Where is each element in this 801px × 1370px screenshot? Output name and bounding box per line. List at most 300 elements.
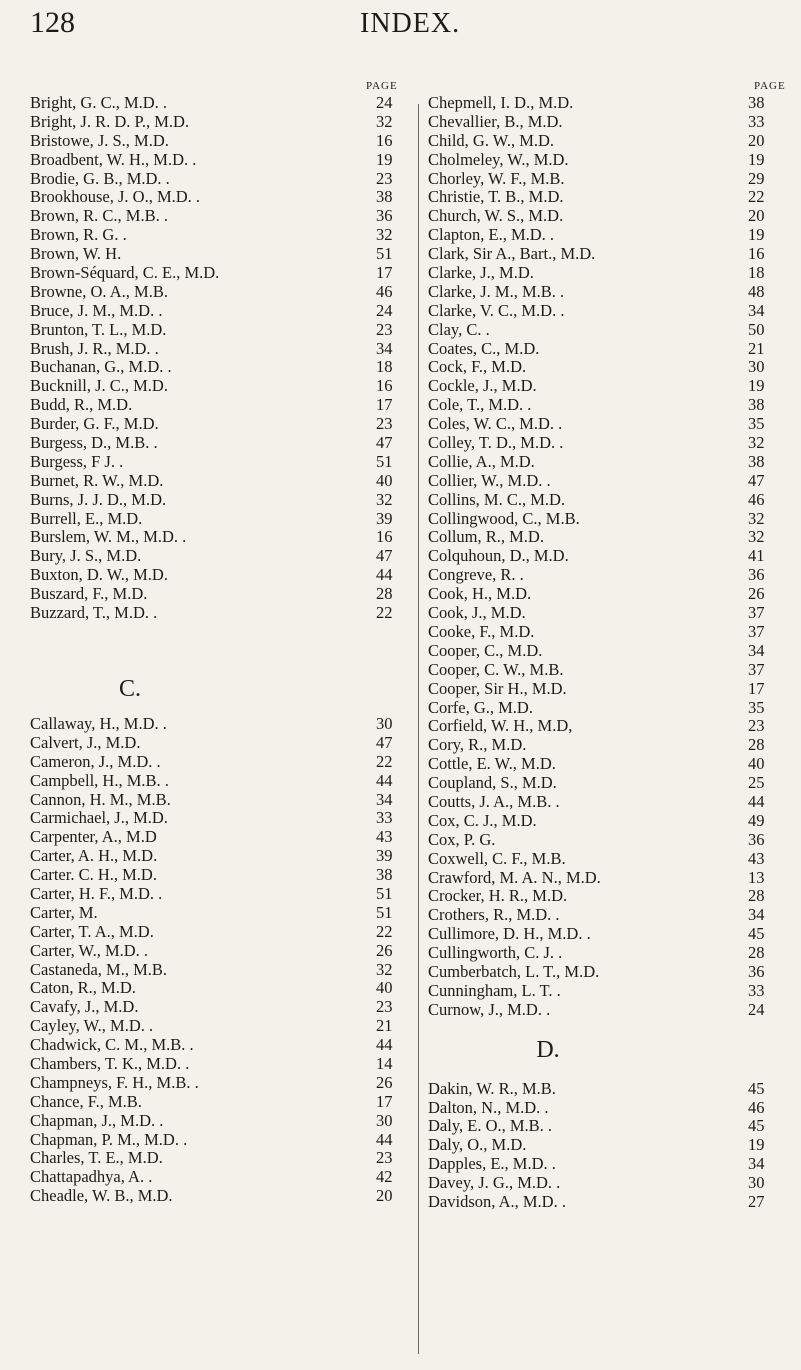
index-entry xyxy=(428,340,788,359)
entry-name: Cheadle, W. B., M.D. xyxy=(30,1186,173,1206)
entry-page: 36 xyxy=(376,206,393,226)
entry-name: Buzzard, T., M.D. . xyxy=(30,603,158,623)
entry-page: 30 xyxy=(748,1173,765,1193)
index-entry xyxy=(428,1155,788,1174)
entry-name: Collum, R., M.D. xyxy=(428,527,544,547)
index-entry xyxy=(30,1187,410,1206)
entry-name: Brown, R. C., M.B. . xyxy=(30,206,168,226)
entry-name: Cullimore, D. H., M.D. . xyxy=(428,924,591,944)
index-entry xyxy=(30,942,410,961)
entry-page: 17 xyxy=(376,1091,393,1111)
index-entry xyxy=(30,1168,410,1187)
entry-name: Carter, A. H., M.D. xyxy=(30,846,158,866)
entry-page: 33 xyxy=(748,111,765,131)
entry-name: Clapton, E., M.D. . xyxy=(428,225,555,245)
entry-page: 49 xyxy=(748,810,765,830)
entry-page: 20 xyxy=(748,130,765,150)
entry-name: Campbell, H., M.B. . xyxy=(30,770,169,790)
entry-page: 51 xyxy=(376,902,393,922)
entry-page: 23 xyxy=(376,1148,393,1168)
entry-name: Cooke, F., M.D. xyxy=(428,621,535,641)
entry-page: 32 xyxy=(376,111,393,131)
entry-name: Coates, C., M.D. xyxy=(428,338,540,358)
entry-page: 14 xyxy=(376,1053,393,1073)
entry-page: 37 xyxy=(748,621,765,641)
index-entry xyxy=(30,1074,410,1093)
entry-page: 44 xyxy=(376,770,393,790)
entry-page: 27 xyxy=(748,1191,765,1211)
index-entry xyxy=(428,207,788,226)
entry-page: 26 xyxy=(376,1072,393,1092)
entry-name: Daly, E. O., M.B. . xyxy=(428,1116,553,1136)
entry-name: Carpenter, A., M.D xyxy=(30,827,157,847)
entry-name: Clarke, J., M.D. xyxy=(428,263,534,283)
index-entry xyxy=(428,434,788,453)
entry-page: 34 xyxy=(748,300,765,320)
index-entry xyxy=(428,585,788,604)
index-entry xyxy=(30,113,410,132)
entry-page: 26 xyxy=(376,940,393,960)
entry-name: Cook, J., M.D. xyxy=(428,603,526,623)
section-c-list xyxy=(30,715,410,1206)
entry-page: 16 xyxy=(376,527,393,547)
entry-page: 20 xyxy=(376,1186,393,1206)
entry-page: 50 xyxy=(748,319,765,339)
entry-page: 37 xyxy=(748,659,765,679)
entry-page: 48 xyxy=(748,281,765,301)
entry-page: 16 xyxy=(376,130,393,150)
section-letter-c: C. xyxy=(118,675,141,702)
entry-page: 41 xyxy=(748,546,765,566)
entry-name: Cayley, W., M.D. . xyxy=(30,1016,154,1036)
entry-name: Brookhouse, J. O., M.D. . xyxy=(30,187,201,207)
entry-page: 17 xyxy=(376,263,393,283)
index-entry xyxy=(30,791,410,810)
entry-page: 17 xyxy=(376,395,393,415)
entry-name: Coupland, S., M.D. xyxy=(428,773,557,793)
entry-page: 24 xyxy=(376,300,393,320)
index-entry xyxy=(30,1112,410,1131)
index-entry xyxy=(30,998,410,1017)
entry-page: 44 xyxy=(376,1129,393,1149)
entry-name: Cullingworth, C. J. . xyxy=(428,943,563,963)
entry-name: Cox, P. G. xyxy=(428,829,496,849)
index-entry xyxy=(30,264,410,283)
entry-page: 39 xyxy=(376,846,393,866)
entry-page: 46 xyxy=(748,1097,765,1117)
entry-name: Cameron, J., M.D. . xyxy=(30,751,161,771)
entry-name: Child, G. W., M.D. xyxy=(428,130,555,150)
entry-name: Chattapadhya, A. . xyxy=(30,1167,153,1187)
entry-page: 32 xyxy=(376,489,393,509)
entry-page: 32 xyxy=(748,527,765,547)
index-entry xyxy=(428,245,788,264)
entry-page: 29 xyxy=(748,168,765,188)
index-entry xyxy=(428,604,788,623)
index-entry xyxy=(30,772,410,791)
entry-name: Curnow, J., M.D. . xyxy=(428,999,551,1019)
index-entry xyxy=(428,1136,788,1155)
entry-name: Davey, J. G., M.D. . xyxy=(428,1173,561,1193)
index-entry xyxy=(30,434,410,453)
entry-name: Chorley, W. F., M.B. xyxy=(428,168,565,188)
entry-name: Charles, T. E., M.D. xyxy=(30,1148,163,1168)
entry-name: Bucknill, J. C., M.D. xyxy=(30,376,168,396)
column-divider xyxy=(418,104,419,1354)
index-entry xyxy=(428,963,788,982)
index-entry xyxy=(428,887,788,906)
entry-name: Cunningham, L. T. . xyxy=(428,980,561,1000)
index-entry xyxy=(428,226,788,245)
entry-name: Caton, R., M.D. xyxy=(30,978,136,998)
entry-name: Crothers, R., M.D. . xyxy=(428,905,560,925)
entry-name: Chance, F., M.B. xyxy=(30,1091,142,1111)
entry-name: Cooper, Sir H., M.D. xyxy=(428,678,567,698)
entry-page: 40 xyxy=(376,470,393,490)
index-entry xyxy=(30,226,410,245)
entry-name: Cavafy, J., M.D. xyxy=(30,997,139,1017)
index-entry xyxy=(30,510,410,529)
entry-name: Buxton, D. W., M.D. xyxy=(30,565,168,585)
index-entry xyxy=(428,377,788,396)
entry-name: Cumberbatch, L. T., M.D. xyxy=(428,961,600,981)
index-entry xyxy=(428,415,788,434)
entry-name: Castaneda, M., M.B. xyxy=(30,959,168,979)
index-entry xyxy=(30,1017,410,1036)
section-letter-d: D. xyxy=(536,1036,560,1063)
index-entry xyxy=(428,925,788,944)
entry-page: 45 xyxy=(748,924,765,944)
index-entry xyxy=(428,283,788,302)
entry-page: 30 xyxy=(748,357,765,377)
entry-name: Burgess, F J. . xyxy=(30,451,124,471)
index-entry xyxy=(428,812,788,831)
entry-page: 34 xyxy=(748,1154,765,1174)
index-entry xyxy=(428,699,788,718)
index-entry xyxy=(30,961,410,980)
index-entry xyxy=(428,188,788,207)
entry-page: 21 xyxy=(376,1016,393,1036)
page-column-label: PAGE xyxy=(366,80,398,92)
index-entry xyxy=(30,491,410,510)
entry-page: 19 xyxy=(748,1135,765,1155)
entry-name: Coutts, J. A., M.B. . xyxy=(428,791,560,811)
entry-name: Brush, J. R., M.D. . xyxy=(30,338,159,358)
entry-page: 38 xyxy=(748,395,765,415)
entry-name: Crocker, H. R., M.D. xyxy=(428,886,568,906)
index-entry xyxy=(428,396,788,415)
index-entry xyxy=(30,472,410,491)
index-entry xyxy=(428,831,788,850)
entry-page: 22 xyxy=(376,603,393,623)
index-entry xyxy=(428,774,788,793)
index-entry xyxy=(30,151,410,170)
entry-page: 43 xyxy=(376,827,393,847)
entry-page: 43 xyxy=(748,848,765,868)
entry-page: 28 xyxy=(748,943,765,963)
entry-page: 51 xyxy=(376,883,393,903)
entry-name: Browne, O. A., M.B. xyxy=(30,281,168,301)
entry-page: 30 xyxy=(376,713,393,733)
entry-page: 44 xyxy=(376,1035,393,1055)
entry-page: 22 xyxy=(376,921,393,941)
index-entry xyxy=(30,377,410,396)
entry-name: Cholmeley, W., M.D. xyxy=(428,149,569,169)
entry-name: Corfield, W. H., M.D, xyxy=(428,716,573,736)
index-entry xyxy=(428,642,788,661)
entry-page: 51 xyxy=(376,244,393,264)
entry-name: Cottle, E. W., M.D. xyxy=(428,754,556,774)
entry-name: Coles, W. C., M.D. . xyxy=(428,414,563,434)
entry-page: 20 xyxy=(748,206,765,226)
entry-name: Dakin, W. R., M.B. xyxy=(428,1078,556,1098)
entry-page: 45 xyxy=(748,1116,765,1136)
index-entry xyxy=(428,1174,788,1193)
entry-name: Burnet, R. W., M.D. xyxy=(30,470,164,490)
entry-page: 23 xyxy=(376,319,393,339)
entry-name: Cock, F., M.D. xyxy=(428,357,527,377)
entry-page: 44 xyxy=(748,791,765,811)
entry-name: Carter. C. H., M.D. xyxy=(30,865,157,885)
index-entry xyxy=(30,547,410,566)
entry-page: 19 xyxy=(748,149,765,169)
page-column-label: PAGE xyxy=(754,80,786,92)
entry-page: 34 xyxy=(748,905,765,925)
index-entry xyxy=(428,906,788,925)
entry-page: 21 xyxy=(748,338,765,358)
entry-name: Collingwood, C., M.B. xyxy=(428,508,580,528)
entry-page: 18 xyxy=(748,263,765,283)
entry-name: Chapman, J., M.D. . xyxy=(30,1110,164,1130)
entry-page: 47 xyxy=(748,470,765,490)
index-entry xyxy=(30,979,410,998)
entry-page: 38 xyxy=(376,187,393,207)
index-entry xyxy=(428,264,788,283)
index-entry xyxy=(30,866,410,885)
entry-page: 23 xyxy=(376,414,393,434)
entry-name: Davidson, A., M.D. . xyxy=(428,1191,566,1211)
section-b-list xyxy=(30,94,410,623)
index-entry xyxy=(428,151,788,170)
entry-name: Colley, T. D., M.D. . xyxy=(428,433,564,453)
entry-page: 47 xyxy=(376,433,393,453)
index-entry xyxy=(428,321,788,340)
entry-name: Cook, H., M.D. xyxy=(428,584,532,604)
index-entry xyxy=(30,715,410,734)
index-entry xyxy=(428,717,788,736)
entry-page: 30 xyxy=(376,1110,393,1130)
entry-page: 19 xyxy=(748,376,765,396)
index-entry xyxy=(30,132,410,151)
index-entry xyxy=(30,904,410,923)
entry-name: Carter, H. F., M.D. . xyxy=(30,883,163,903)
index-entry xyxy=(428,736,788,755)
index-entry xyxy=(428,661,788,680)
index-entry xyxy=(30,734,410,753)
entry-page: 32 xyxy=(376,959,393,979)
entry-name: Brown, R. G. . xyxy=(30,225,127,245)
entry-name: Burder, G. F., M.D. xyxy=(30,414,159,434)
section-d-list xyxy=(428,1080,788,1212)
entry-name: Callaway, H., M.D. . xyxy=(30,713,167,733)
entry-page: 37 xyxy=(748,603,765,623)
entry-page: 23 xyxy=(376,997,393,1017)
entry-name: Champneys, F. H., M.B. . xyxy=(30,1072,199,1092)
entry-page: 47 xyxy=(376,732,393,752)
entry-name: Cole, T., M.D. . xyxy=(428,395,532,415)
entry-page: 18 xyxy=(376,357,393,377)
entry-page: 44 xyxy=(376,565,393,585)
entry-name: Clark, Sir A., Bart., M.D. xyxy=(428,244,596,264)
index-entry xyxy=(428,1080,788,1099)
entry-name: Dapples, E., M.D. . xyxy=(428,1154,556,1174)
entry-name: Chepmell, I. D., M.D. xyxy=(428,93,574,112)
index-entry xyxy=(428,491,788,510)
entry-name: Collie, A., M.D. xyxy=(428,451,535,471)
entry-page: 32 xyxy=(376,225,393,245)
entry-page: 28 xyxy=(748,886,765,906)
entry-page: 42 xyxy=(376,1167,393,1187)
index-entry xyxy=(428,793,788,812)
entry-name: Clarke, V. C., M.D. . xyxy=(428,300,565,320)
entry-page: 38 xyxy=(376,865,393,885)
entry-name: Crawford, M. A. N., M.D. xyxy=(428,867,601,887)
index-entry xyxy=(30,604,410,623)
entry-page: 40 xyxy=(748,754,765,774)
index-entry xyxy=(428,680,788,699)
entry-page: 45 xyxy=(748,1078,765,1098)
index-entry xyxy=(428,982,788,1001)
entry-page: 19 xyxy=(748,225,765,245)
index-entry xyxy=(30,207,410,226)
index-entry xyxy=(428,302,788,321)
entry-name: Budd, R., M.D. xyxy=(30,395,133,415)
entry-page: 46 xyxy=(748,489,765,509)
index-entry xyxy=(428,94,788,113)
entry-name: Collier, W., M.D. . xyxy=(428,470,551,490)
index-entry xyxy=(30,396,410,415)
index-entry xyxy=(30,1131,410,1150)
index-entry xyxy=(30,245,410,264)
entry-name: Bury, J. S., M.D. xyxy=(30,546,142,566)
index-entry xyxy=(428,566,788,585)
entry-name: Carter, W., M.D. . xyxy=(30,940,149,960)
index-entry xyxy=(30,1149,410,1168)
index-entry xyxy=(30,753,410,772)
index-entry xyxy=(30,1093,410,1112)
entry-name: Brown, W. H. xyxy=(30,244,122,264)
entry-name: Coxwell, C. F., M.B. xyxy=(428,848,566,868)
entry-name: Bristowe, J. S., M.D. xyxy=(30,130,169,150)
entry-name: Clay, C. . xyxy=(428,319,490,339)
entry-page: 16 xyxy=(376,376,393,396)
entry-name: Cory, R., M.D. xyxy=(428,735,527,755)
entry-page: 17 xyxy=(748,678,765,698)
index-entry xyxy=(30,566,410,585)
entry-name: Burrell, E., M.D. xyxy=(30,508,143,528)
entry-name: Christie, T. B., M.D. xyxy=(428,187,564,207)
entry-name: Brown-Séquard, C. E., M.D. xyxy=(30,263,220,283)
entry-page: 32 xyxy=(748,433,765,453)
entry-name: Colquhoun, D., M.D. xyxy=(428,546,569,566)
entry-name: Burns, J. J. D., M.D. xyxy=(30,489,167,509)
entry-name: Buszard, F., M.D. xyxy=(30,584,148,604)
entry-page: 26 xyxy=(748,584,765,604)
entry-page: 25 xyxy=(748,773,765,793)
entry-name: Cooper, C., M.D. xyxy=(428,640,543,660)
entry-name: Bright, G. C., M.D. . xyxy=(30,93,168,112)
entry-page: 28 xyxy=(376,584,393,604)
index-entry xyxy=(30,302,410,321)
entry-page: 39 xyxy=(376,508,393,528)
index-entry xyxy=(428,1001,788,1020)
index-entry xyxy=(428,755,788,774)
entry-page: 36 xyxy=(748,961,765,981)
index-entry xyxy=(30,828,410,847)
entry-name: Brunton, T. L., M.D. xyxy=(30,319,167,339)
index-entry xyxy=(428,132,788,151)
entry-name: Broadbent, W. H., M.D. . xyxy=(30,149,197,169)
page-number: 128 xyxy=(30,6,75,39)
entry-name: Cox, C. J., M.D. xyxy=(428,810,537,830)
section-c-list-continued xyxy=(428,94,788,1020)
entry-name: Daly, O., M.D. xyxy=(428,1135,527,1155)
index-entry xyxy=(30,415,410,434)
index-entry xyxy=(30,1055,410,1074)
index-entry xyxy=(428,113,788,132)
entry-name: Carter, M. xyxy=(30,902,98,922)
index-entry xyxy=(30,170,410,189)
index-entry xyxy=(428,528,788,547)
entry-page: 34 xyxy=(376,789,393,809)
page-title: INDEX. xyxy=(360,8,461,39)
index-entry xyxy=(30,358,410,377)
entry-page: 35 xyxy=(748,697,765,717)
index-entry xyxy=(30,453,410,472)
entry-page: 34 xyxy=(748,640,765,660)
entry-page: 33 xyxy=(376,808,393,828)
entry-page: 24 xyxy=(748,999,765,1019)
entry-page: 19 xyxy=(376,149,393,169)
entry-name: Collins, M. C., M.D. xyxy=(428,489,566,509)
entry-name: Congreve, R. . xyxy=(428,565,524,585)
entry-name: Bright, J. R. D. P., M.D. xyxy=(30,111,190,131)
index-entry xyxy=(30,321,410,340)
entry-page: 35 xyxy=(748,414,765,434)
index-entry xyxy=(30,885,410,904)
index-entry xyxy=(428,1099,788,1118)
entry-page: 51 xyxy=(376,451,393,471)
index-entry xyxy=(30,923,410,942)
entry-name: Calvert, J., M.D. xyxy=(30,732,141,752)
entry-name: Buchanan, G., M.D. . xyxy=(30,357,172,377)
index-entry xyxy=(30,809,410,828)
entry-page: 46 xyxy=(376,281,393,301)
entry-name: Cooper, C. W., M.B. xyxy=(428,659,564,679)
index-entry xyxy=(428,358,788,377)
entry-page: 36 xyxy=(748,565,765,585)
entry-page: 16 xyxy=(748,244,765,264)
index-entry xyxy=(428,510,788,529)
index-entry xyxy=(428,869,788,888)
index-entry xyxy=(428,547,788,566)
entry-name: Chambers, T. K., M.D. . xyxy=(30,1053,190,1073)
entry-page: 36 xyxy=(748,829,765,849)
entry-page: 33 xyxy=(748,980,765,1000)
index-entry xyxy=(30,188,410,207)
entry-page: 28 xyxy=(748,735,765,755)
entry-name: Chapman, P. M., M.D. . xyxy=(30,1129,188,1149)
